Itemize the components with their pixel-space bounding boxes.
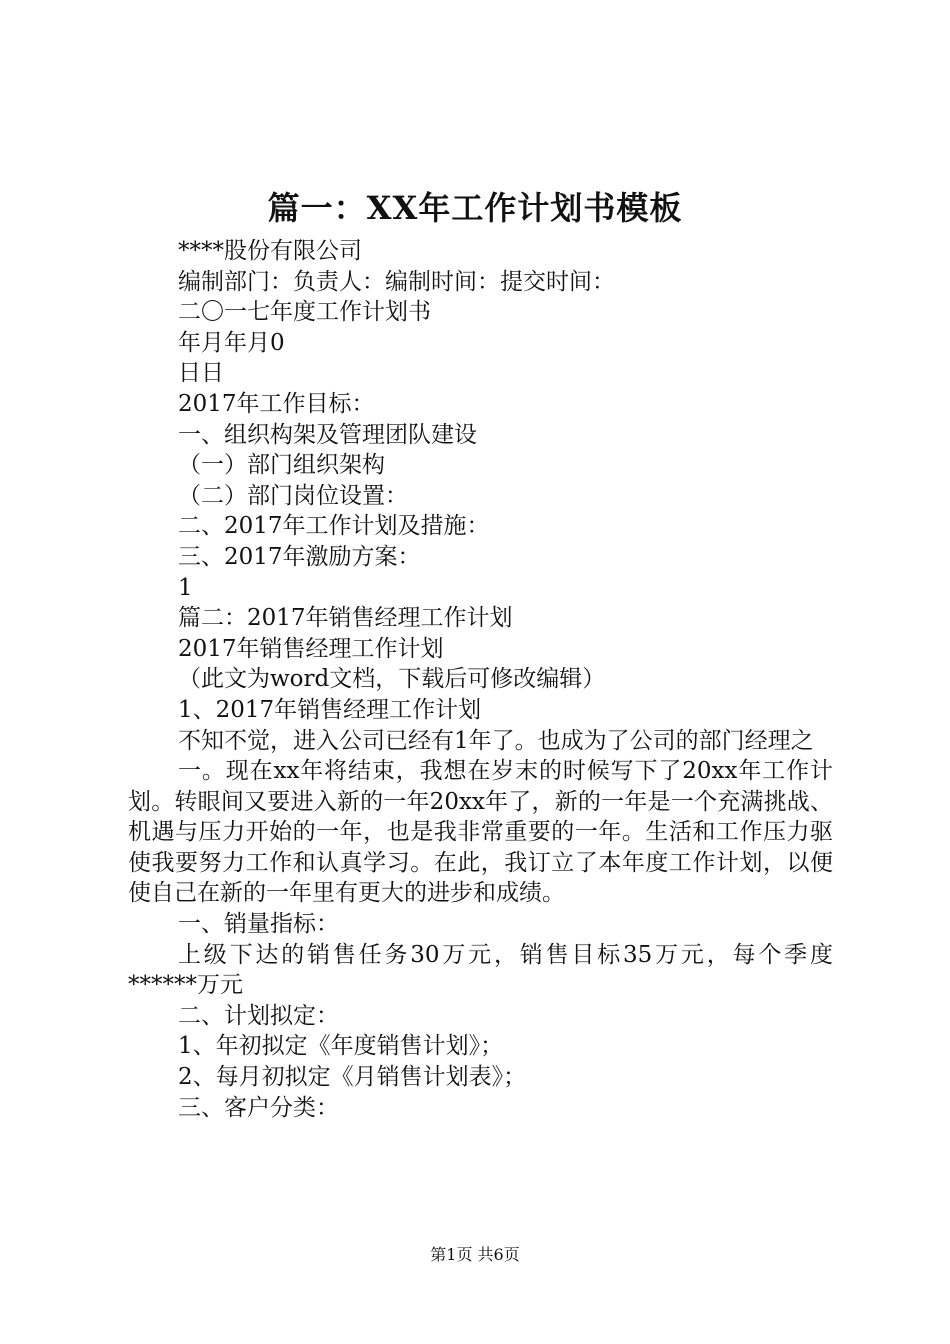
text-line: （此文为word文档，下载后可修改编辑） bbox=[178, 666, 606, 693]
subsection-heading: （二）部门岗位设置： bbox=[178, 482, 408, 509]
document-title: 篇一：XX年工作计划书模板 bbox=[267, 189, 683, 227]
text-line: 1、年初拟定《年度销售计划》； bbox=[178, 1033, 504, 1060]
body-paragraph: 上级下达的销售任务30万元，销售目标35万元，每个季度******万元 bbox=[128, 941, 833, 999]
text-line: 1、2017年销售经理工作计划 bbox=[178, 696, 482, 723]
body-paragraph: 不知不觉，进入公司已经有1年了。也成为了公司的部门经理之 bbox=[178, 727, 814, 754]
text-line: 年月年月0 bbox=[178, 329, 285, 356]
section-heading: 二、2017年工作计划及措施： bbox=[178, 513, 490, 540]
body-paragraph: 一。现在xx年将结束，我想在岁末的时候写下了20xx年工作计划。转眼间又要进入新的一年20xx年了，新的一年是一个充满挑战、机遇与压力开始的一年，也是我非常重要的一年。生活和工作压力驱使我要努力工作和认真学习。在此，我订立了本年度工作计划，以便使自己在新的一年里有更大的进步和成绩。 bbox=[128, 758, 833, 907]
document-body bbox=[128, 236, 833, 1123]
section-heading: 篇二：2017年销售经理工作计划 bbox=[178, 605, 513, 632]
section-heading: 一、组织构架及管理团队建设 bbox=[178, 421, 477, 448]
text-line: ****股份有限公司 bbox=[178, 238, 362, 264]
section-heading: 一、销量指标： bbox=[178, 911, 339, 938]
section-heading: 2017年工作目标： bbox=[178, 390, 375, 417]
text-line: 日日 bbox=[178, 360, 224, 387]
text-line: 1 bbox=[178, 574, 193, 601]
subsection-heading: （一）部门组织架构 bbox=[178, 452, 385, 479]
text-line: 编制部门：负责人：编制时间：提交时间： bbox=[178, 268, 615, 295]
section-heading: 三、2017年激励方案： bbox=[178, 543, 421, 570]
page-footer: 第1页 共6页 bbox=[430, 1245, 520, 1264]
text-line: 2017年销售经理工作计划 bbox=[178, 635, 444, 662]
text-line: 二〇一七年度工作计划书 bbox=[178, 299, 431, 326]
text-line: 2、每月初拟定《月销售计划表》； bbox=[178, 1064, 527, 1091]
section-heading: 三、客户分类： bbox=[178, 1094, 339, 1121]
section-heading: 二、计划拟定： bbox=[178, 1002, 339, 1029]
